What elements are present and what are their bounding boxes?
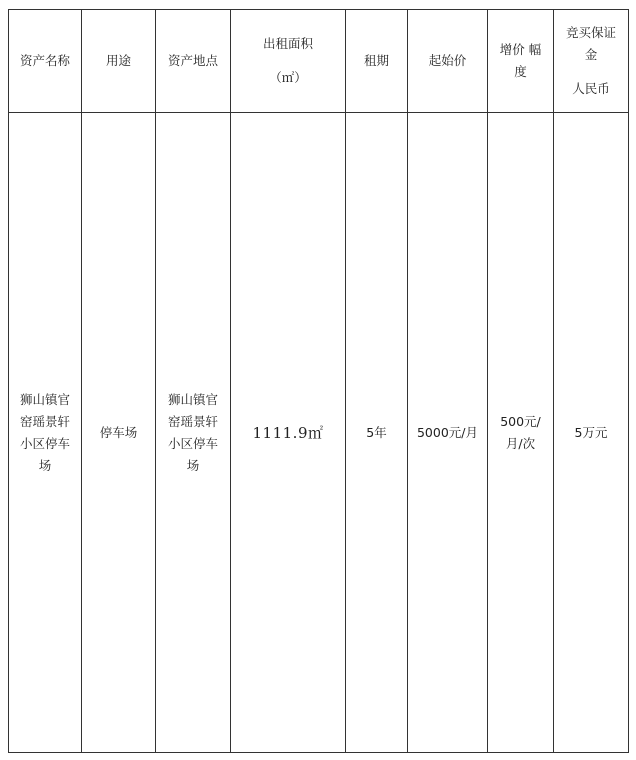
cell-usage: 停车场 <box>82 113 156 753</box>
header-starting-price: 起始价 <box>408 10 488 113</box>
cell-asset-location: 狮山镇官窑瑶景轩小区停车场 <box>156 113 231 753</box>
table-row <box>9 113 629 753</box>
cell-starting-price: 5000元/月 <box>408 113 488 753</box>
cell-asset-name: 狮山镇官窑瑶景轩小区停车场 <box>9 113 82 753</box>
cell-increment: 500元/月/次 <box>488 113 554 753</box>
header-lease-area-unit: （㎡） <box>269 70 307 85</box>
header-lease-term: 租期 <box>346 10 408 113</box>
header-asset-location: 资产地点 <box>156 10 231 113</box>
header-increment-line2: 度 <box>514 64 527 79</box>
header-lease-area <box>231 10 346 113</box>
header-asset-name: 资产名称 <box>9 10 82 113</box>
table-header-row <box>9 10 629 113</box>
header-deposit-line2: 金 <box>584 47 598 62</box>
header-deposit-line3: 人民币 <box>572 81 610 96</box>
cell-lease-term: 5年 <box>346 113 408 753</box>
cell-lease-area: 1111.9㎡ <box>231 113 346 753</box>
header-increment-line1: 增价 幅 <box>499 42 542 57</box>
cell-deposit: 5万元 <box>554 113 629 753</box>
header-deposit-line1: 竞买保证 <box>565 25 616 40</box>
header-lease-area-title: 出租面积 <box>262 36 313 51</box>
header-increment <box>488 10 554 113</box>
header-deposit <box>554 10 629 113</box>
asset-table <box>8 9 629 753</box>
header-usage: 用途 <box>82 10 156 113</box>
